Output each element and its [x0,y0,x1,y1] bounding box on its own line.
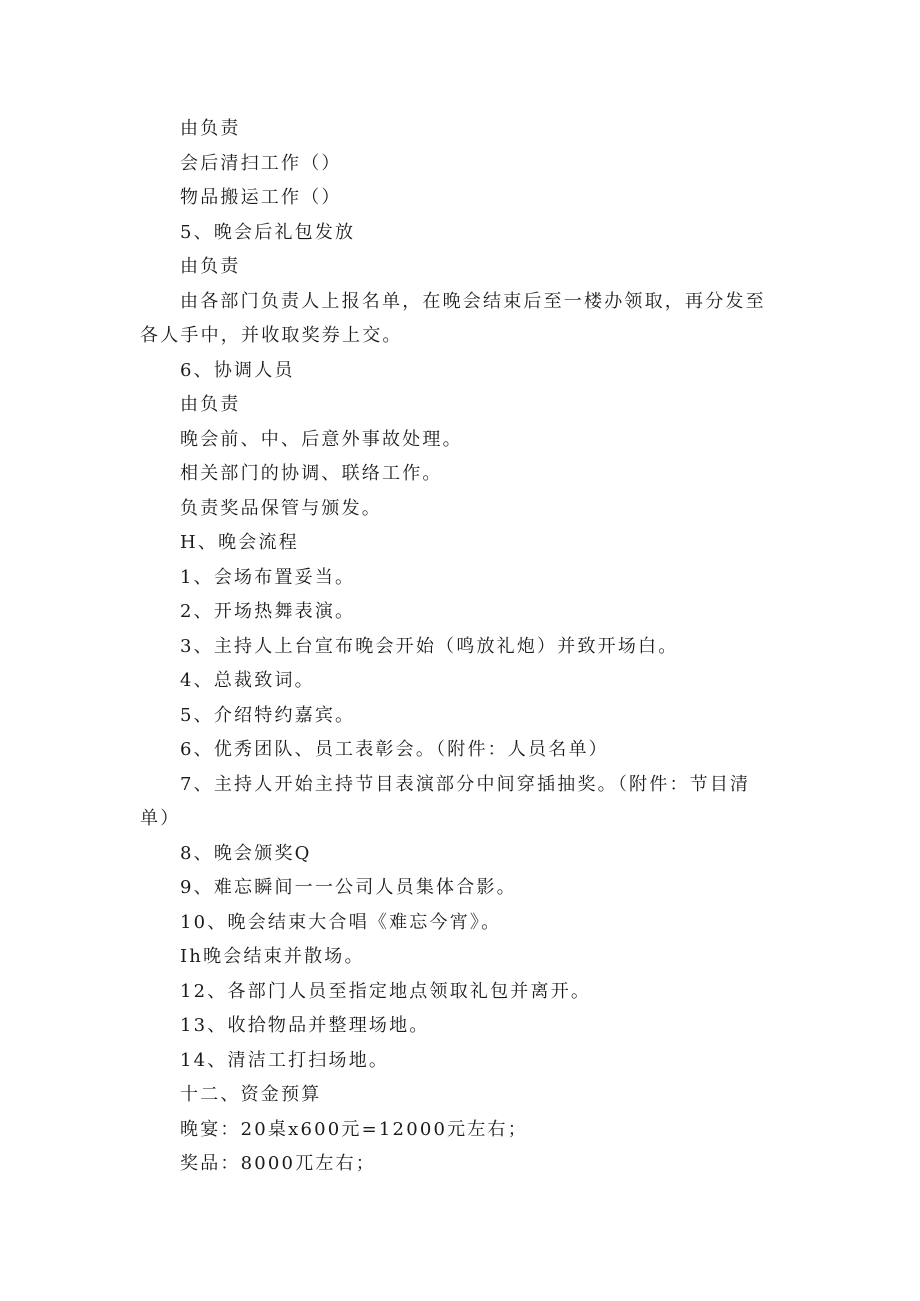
list-item: 9、难忘瞬间一一公司人员集体合影。 [180,877,517,898]
list-item: 5、介绍特约嘉宾。 [180,704,356,726]
budget-item: 晚宴：20桌x600元=12000元左右； [180,1118,528,1140]
text-line: 晚会前、中、后意外事故处理。 [180,428,463,450]
section-heading: 十二、资金预算 [180,1084,322,1105]
list-item: 4、总裁致词。 [180,670,315,691]
text-line: 物品搬运工作（） [180,187,342,208]
text-line: 负责奖品保管与颁发。 [180,497,382,519]
document-body [140,112,780,1182]
list-item: 13、收拾物品并整理场地。 [180,1015,430,1036]
list-item: 7、主持人开始主持节目表演部分中间穿插抽奖。（附件：节目清 [180,773,751,795]
text-line: 会后清扫工作（） [180,152,342,174]
paragraph-line: 由各部门负责人上报名单，在晚会结束后至一楼办领取，再分发至 [180,290,766,312]
list-item: 14、清洁工打扫场地。 [180,1049,390,1071]
list-item: 8、晚会颁奖Q [180,842,312,864]
list-item-continuation: 单） [140,808,181,829]
text-line: 相关部门的协调、联络工作。 [180,463,443,484]
section-heading: 5、晚会后礼包发放 [180,221,356,243]
section-heading: 6、协调人员 [180,359,295,381]
list-item: 1、会场布置妥当。 [180,566,356,588]
list-item: 2、开场热舞表演。 [180,601,356,622]
text-line: 由负责 [180,118,241,139]
text-line: 由负责 [180,256,241,277]
budget-item: 奖品：8000兀左右； [180,1153,377,1174]
list-item: Ih晚会结束并散场。 [180,946,365,967]
list-item: 12、各部门人员至指定地点领取礼包并离开。 [180,980,592,1002]
list-item: 6、优秀团队、员工表彰会。（附件：人员名单） [180,739,609,760]
paragraph-continuation: 各人手中，并收取奖券上交。 [140,325,403,346]
text-line: 由负责 [180,394,241,415]
list-item: 3、主持人上台宣布晚会开始（鸣放礼炮）并致开场白。 [180,635,679,657]
section-heading: H、晚会流程 [180,532,299,553]
list-item: 10、晚会结束大合唱《难忘今宵》。 [180,911,502,933]
